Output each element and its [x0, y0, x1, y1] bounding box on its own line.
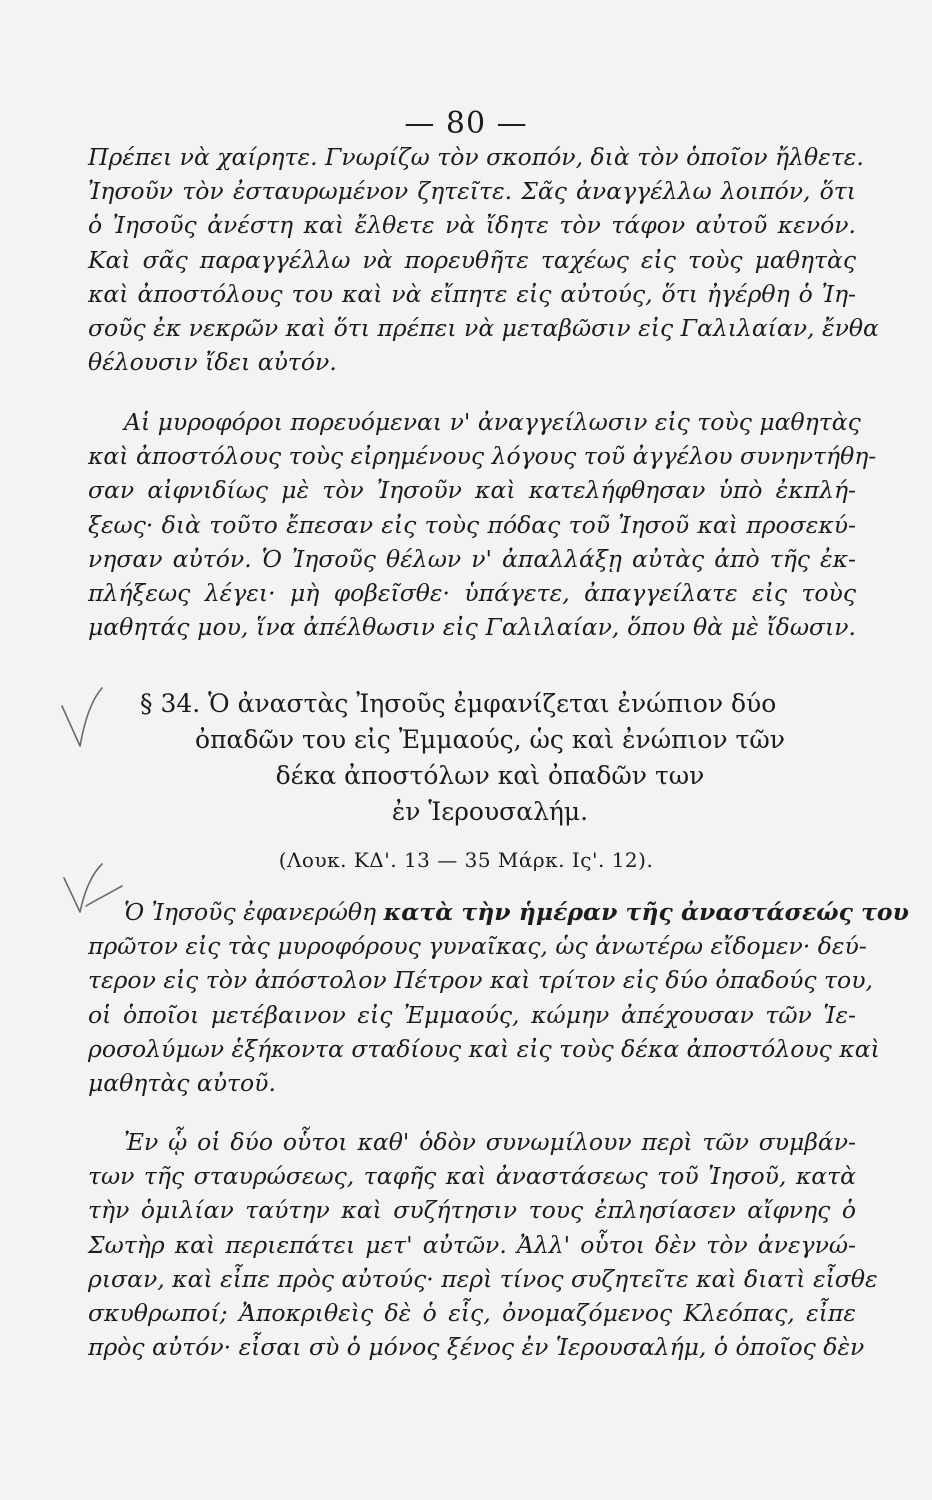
paragraph-1 [88, 140, 879, 379]
text-line: Ἰησοῦν τὸν ἐσταυρωμένον ζητεῖτε. Σᾶς ἀναγγέλλω λοιπόν, ὅτι [88, 177, 856, 206]
heading-line: ὀπαδῶν του εἰς Ἐμμαούς, ὡς καὶ ἐνώπιον τῶν [195, 725, 785, 754]
heading-line: ἐν Ἱερουσαλήμ. [391, 797, 589, 826]
text-line: των τῆς σταυρώσεως, ταφῆς καὶ ἀναστάσεως τοῦ Ἰησοῦ, κατὰ [88, 1162, 856, 1191]
text-line: νησαν αὐτόν. Ὁ Ἰησοῦς θέλων ν' ἀπαλλάξῃ αὐτὰς ἀπὸ τῆς ἐκ- [88, 544, 856, 573]
text-line: ροσολύμων ἑξήκοντα σταδίους καὶ εἰς τοὺς δέκα ἀποστόλους καὶ [88, 1034, 880, 1063]
page-number: — 80 — [404, 106, 528, 141]
heading-line: δέκα ἀποστόλων καὶ ὀπαδῶν των [275, 761, 705, 790]
text-line: καὶ ἀποστόλους του καὶ νὰ εἴπητε εἰς αὐτούς, ὅτι ἠγέρθη ὁ Ἰη- [88, 279, 856, 308]
text-line: πλήξεως λέγει· μὴ φοβεῖσθε· ὑπάγετε, ἀπαγγείλατε εἰς τοὺς [88, 579, 856, 608]
text-line: σαν αἰφνιδίως μὲ τὸν Ἰησοῦν καὶ κατελήφθησαν ὑπὸ ἐκπλή- [88, 476, 856, 505]
scripture-citation: (Λουκ. ΚΔ'. 13 — 35 Μάρκ. Ις'. 12). [278, 848, 654, 872]
text-line: μαθητάς μου, ἵνα ἀπέλθωσιν εἰς Γαλιλαίαν, ὅπου θὰ μὲ ἴδωσιν. [88, 613, 856, 642]
text-line: πρῶτον εἰς τὰς μυροφόρους γυναῖκας, ὡς ἀνωτέρω εἴδομεν· δεύ- [88, 932, 867, 961]
paragraph-2 [88, 405, 877, 644]
text-line: Πρέπει νὰ χαίρητε. Γνωρίζω τὸν σκοπόν, διὰ τὸν ὁποῖον ἤλθετε. [88, 143, 864, 171]
text-line: ξεως· διὰ τοῦτο ἔπεσαν εἰς τοὺς πόδας τοῦ Ἰησοῦ καὶ προσεκύ- [88, 510, 856, 539]
heading-line: § 34. Ὁ ἀναστὰς Ἰησοῦς ἐμφανίζεται ἐνώπιον δύο [140, 689, 777, 718]
text-line: Ἐν ᾧ οἱ δύο οὗτοι καθ' ὁδὸν συνωμίλουν περὶ τῶν συμβάν- [124, 1128, 856, 1156]
text-line [88, 895, 909, 929]
text-line: Καὶ σᾶς παραγγέλλω νὰ πορευθῆτε ταχέως εἰς τοὺς μαθητὰς [88, 245, 856, 274]
pencil-check-mark [58, 684, 118, 754]
text-line: ρισαν, καὶ εἶπε πρὸς αὐτούς· περὶ τίνος συζητεῖτε καὶ διατὶ εἶσθε [88, 1264, 878, 1293]
paragraph-3 [88, 895, 909, 1100]
text-line: σοῦς ἐκ νεκρῶν καὶ ὅτι πρέπει νὰ μεταβῶσιν εἰς Γαλιλαίαν, ἔνθα [88, 314, 879, 343]
text-line: οἱ ὁποῖοι μετέβαινον εἰς Ἐμμαούς, κώμην ἀπέχουσαν τῶν Ἱε- [88, 1000, 856, 1029]
text-line: καὶ ἀποστόλους τοὺς εἰρημένους λόγους τοῦ ἀγγέλου συνηντήθη- [88, 442, 877, 471]
text-line: τὴν ὁμιλίαν ταύτην καὶ συζήτησιν τους ἐπλησίασεν αἴφνης ὁ [88, 1196, 856, 1225]
text-line: θέλουσιν ἴδει αὐτόν. [88, 348, 337, 377]
text-line: ὁ Ἰησοῦς ἀνέστη καὶ ἔλθετε νὰ ἴδητε τὸν τάφον αὐτοῦ κενόν. [88, 211, 856, 240]
text-line: μαθητὰς αὐτοῦ. [88, 1069, 276, 1098]
text-line: τερον εἰς τὸν ἀπόστολον Πέτρον καὶ τρίτον εἰς δύο ὀπαδούς του, [88, 966, 873, 995]
text-line: σκυθρωποί; Ἀποκριθεὶς δὲ ὁ εἷς, ὀνομαζόμενος Κλεόπας, εἶπε [88, 1299, 856, 1328]
paragraph-4 [88, 1125, 878, 1364]
text-line: Σωτὴρ καὶ περιεπάτει μετ' αὐτῶν. Ἀλλ' οὗτοι δὲν τὸν ἀνεγνώ- [88, 1230, 856, 1259]
emphasized-phrase: κατὰ τὴν ἡμέραν τῆς ἀναστάσεώς του [383, 898, 909, 926]
text-span: Ὁ Ἰησοῦς ἐφανερώθη [124, 898, 377, 926]
text-line: πρὸς αὐτόν· εἶσαι σὺ ὁ μόνος ξένος ἐν Ἱερουσαλήμ, ὁ ὁποῖος δὲν [88, 1333, 865, 1362]
text-line: Αἱ μυροφόροι πορευόμεναι ν' ἀναγγείλωσιν εἰς τοὺς μαθητὰς [124, 408, 861, 436]
section-heading [120, 686, 860, 830]
